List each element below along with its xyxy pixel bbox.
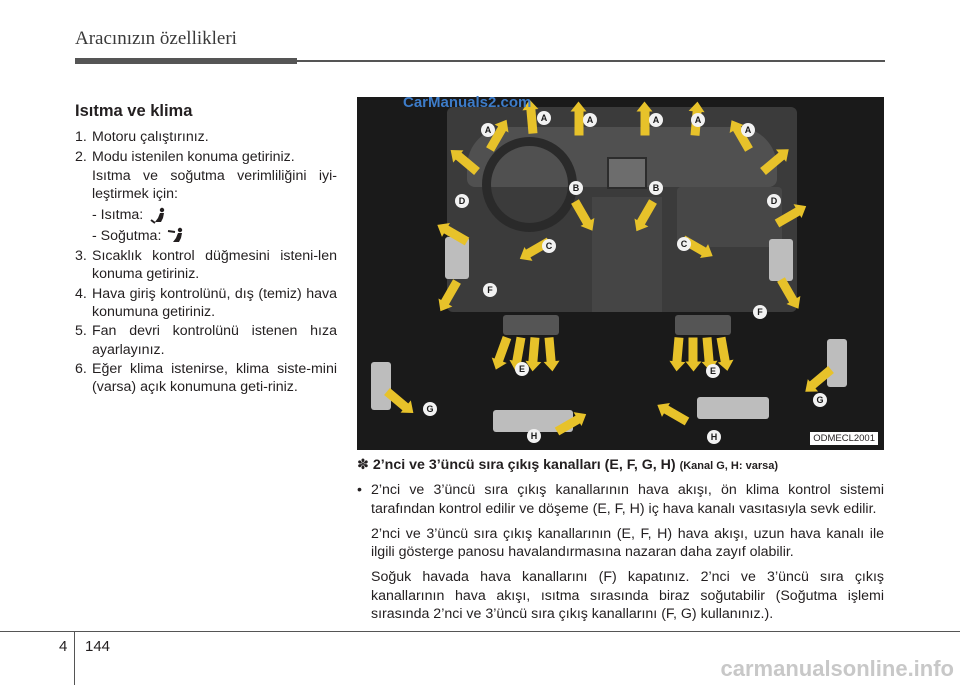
page-number: 144 <box>85 638 111 655</box>
airflow-arrow <box>575 110 584 136</box>
step-6 <box>75 360 337 397</box>
callout-label: B <box>649 181 663 195</box>
callout-label: D <box>767 194 781 208</box>
step-number: 4. <box>75 285 87 302</box>
callout-label: A <box>741 123 755 137</box>
callout-label: E <box>515 362 529 376</box>
airflow-arrow <box>703 337 714 364</box>
callout-label: A <box>537 111 551 125</box>
step-text: Eğer klima istenirse, klima siste-mini (varsa) açık konumuna geti-riniz. <box>92 360 337 396</box>
airflow-arrow <box>662 405 689 426</box>
vent-illustration <box>357 97 884 450</box>
note-paragraph-2: 2’nci ve 3’üncü sıra çıkış kanallarının (E, F, H) hava akışı, uzun hava kanalı ile ilgili gösterge panosu havalandırmasına nazaran daha zayıf olabilir. <box>371 525 884 561</box>
callout-label: C <box>542 239 556 253</box>
vent-g-left <box>371 362 391 410</box>
header-title: Aracınızın özellikleri <box>75 28 237 49</box>
left-column <box>75 102 337 397</box>
note-section <box>357 456 884 630</box>
callout-label: G <box>813 393 827 407</box>
airflow-arrow <box>528 337 539 364</box>
step-text: Modu istenilen konuma getiriniz. <box>92 148 295 165</box>
step-number: 3. <box>75 248 87 265</box>
heating-mode-line <box>75 206 337 224</box>
callout-label: H <box>527 429 541 443</box>
callout-label: C <box>677 237 691 251</box>
center-console <box>592 197 662 312</box>
callout-label: G <box>423 402 437 416</box>
airflow-arrow <box>717 337 730 364</box>
airflow-arrow <box>672 337 683 364</box>
airflow-arrow <box>641 110 650 136</box>
callout-label: D <box>455 194 469 208</box>
header-rule <box>75 58 885 64</box>
vent-e-right <box>675 315 731 335</box>
airflow-arrow <box>545 337 556 364</box>
footer-divider <box>74 631 75 685</box>
chapter-number: 4 <box>59 638 68 655</box>
step-2 <box>75 148 337 166</box>
step-3 <box>75 247 337 284</box>
callout-label: H <box>707 430 721 444</box>
note-heading-main: ✽ 2’nci ve 3’üncü sıra çıkış kanalları (E, F, G, H) <box>357 457 676 473</box>
step-text: Sıcaklık kontrol düğmesini isteni-len konuma getiriniz. <box>92 248 337 283</box>
callout-label: A <box>691 113 705 127</box>
step-number: 6. <box>75 360 87 377</box>
figure-code: ODMECL2001 <box>810 432 878 445</box>
step-text: Motoru çalıştırınız. <box>92 129 209 146</box>
callout-label: A <box>583 113 597 127</box>
airflow-arrow <box>512 337 525 364</box>
callout-label: F <box>753 305 767 319</box>
step-4 <box>75 285 337 322</box>
cooling-mode-line <box>75 227 337 245</box>
steering-wheel <box>482 137 577 232</box>
vent-f-right <box>769 239 793 281</box>
callout-label: F <box>483 283 497 297</box>
floor-mode-icon <box>149 207 169 225</box>
callout-label: A <box>649 113 663 127</box>
step-number: 2. <box>75 148 87 165</box>
vent-h-right <box>697 397 769 419</box>
step-number: 1. <box>75 129 87 146</box>
note-paragraph-3: Soğuk havada hava kanallarını (F) kapatınız. 2’nci ve 3’üncü sıra çıkış kanallarının hava akışı, ısıtma sırasında biraz soğutabilir (Soğutma işlemi sırasında 2’nci ve 3’üncü sıra çıkış kanallarını (F, G) kullanınız.). <box>371 569 884 623</box>
step-2-subtext: Isıtma ve soğutma verimliliğini iyi-leştirmek için: <box>92 167 337 203</box>
callout-label: B <box>569 181 583 195</box>
note-paragraph-1: • 2’nci ve 3’üncü sıra çıkış kanallarının hava akışı, ön klima kontrol sistemi tarafından kontrol edilir ve döşeme (E, F, H) iç hava kanalı vasıtasıyla sevk edilir. <box>357 481 884 518</box>
step-text: Fan devri kontrolünü istenen hıza ayarlayınız. <box>92 323 337 358</box>
step-5 <box>75 322 337 359</box>
heating-label: - Isıtma: <box>92 207 144 224</box>
glovebox <box>677 187 782 247</box>
footer-rule <box>0 631 960 632</box>
callout-label: E <box>706 364 720 378</box>
cooling-label: - Soğutma: <box>92 227 162 244</box>
vent-g-right <box>827 339 847 387</box>
step-text: Hava giriş kontrolünü, dış (temiz) hava konumuna getiriniz. <box>92 285 337 320</box>
callout-label: A <box>481 123 495 137</box>
figure-watermark: CarManuals2.com <box>403 94 532 111</box>
section-heading: Isıtma ve klima <box>75 102 193 120</box>
note-heading <box>357 456 884 475</box>
face-mode-icon <box>167 227 187 245</box>
note-heading-small: (Kanal G, H: varsa) <box>679 460 778 472</box>
airflow-arrow <box>689 338 698 364</box>
vent-e-left <box>503 315 559 335</box>
step-number: 5. <box>75 323 87 340</box>
site-watermark: carmanualsonline.info <box>720 656 954 681</box>
step-1 <box>75 128 337 146</box>
center-screen <box>607 157 647 189</box>
